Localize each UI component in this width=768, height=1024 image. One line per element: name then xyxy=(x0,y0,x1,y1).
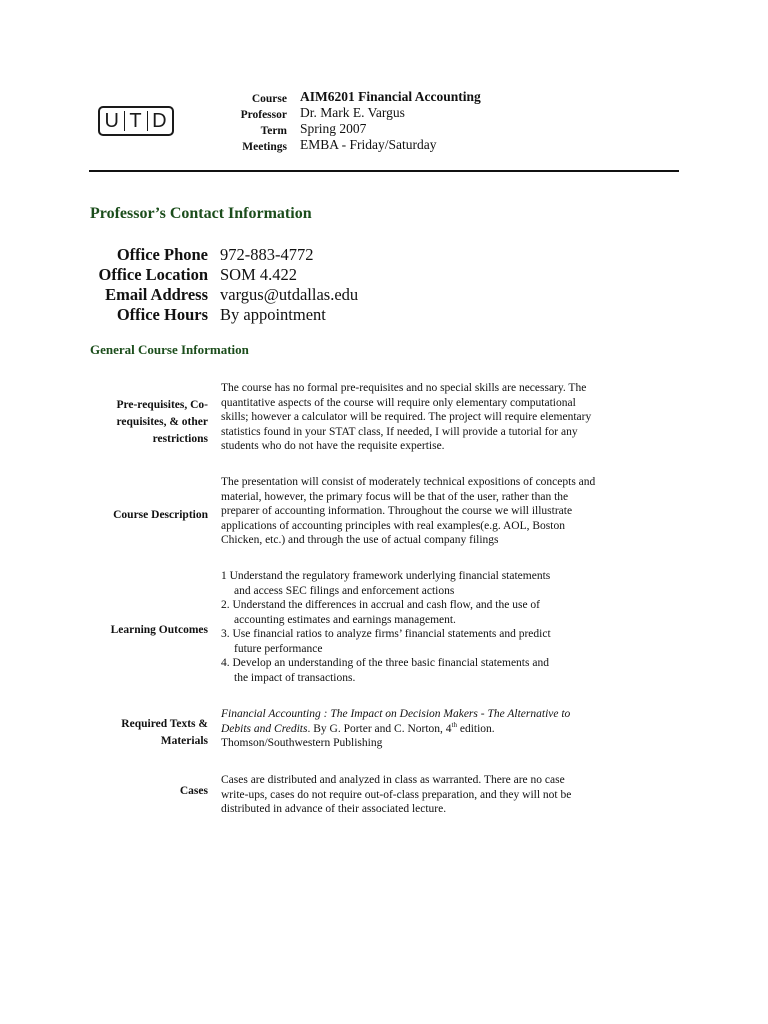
prereq-label xyxy=(90,397,208,448)
textbook-authors: . By G. Porter and C. Norton, 4 xyxy=(307,722,452,735)
textbook-publisher: Thomson/Southwestern Publishing xyxy=(221,737,383,749)
prereq-line: students who do not have the requisite expertise. xyxy=(221,440,445,452)
outcome-line-continued: the impact of transactions. xyxy=(234,671,356,684)
office-phone-label: Office Phone xyxy=(116,245,208,264)
outcome-line-continued: and access SEC filings and enforcement actions xyxy=(234,584,455,597)
logo-letter-u: U xyxy=(104,110,120,132)
cases-line: Cases are distributed and analyzed in class as warranted. There are no case xyxy=(221,774,565,786)
meetings-label: Meetings xyxy=(242,141,287,153)
description-line: applications of accounting principles with real examples(e.g. AOL, Boston xyxy=(221,519,565,532)
textbook-title-line xyxy=(221,707,641,722)
outcome-line: 2. Understand the differences in accrual and cash flow, and the use of xyxy=(221,599,541,611)
term-value: Spring 2007 xyxy=(300,121,367,136)
term-label: Term xyxy=(260,125,287,137)
description-line: The presentation will consist of moderately technical expositions of concepts and xyxy=(221,476,596,488)
required-texts-label-line: Materials xyxy=(160,735,208,747)
description-line: Chicken, etc.) and through the use of actual company filings xyxy=(221,534,499,546)
course-header-values xyxy=(300,89,481,153)
general-info-heading: General Course Information xyxy=(90,342,249,357)
prereq-label-line: Pre-requisites, Co- xyxy=(116,399,208,411)
header-divider xyxy=(89,170,679,172)
contact-heading: Professor’s Contact Information xyxy=(90,205,312,222)
cases-text xyxy=(221,773,641,817)
outcome-line-continued: future performance xyxy=(234,642,323,655)
professor-label: Professor xyxy=(240,109,287,121)
course-description-label: Course Description xyxy=(113,509,208,521)
cases-line: distributed in advance of their associated lecture. xyxy=(221,803,447,815)
contact-values xyxy=(220,245,358,325)
course-label: Course xyxy=(251,93,287,105)
office-hours-value: By appointment xyxy=(220,305,326,324)
outcome-line: 4. Develop an understanding of the three basic financial statements and xyxy=(221,657,549,669)
prereq-line: statistics found in your STAT class, If needed, I will provide a tutorial for any xyxy=(221,425,578,438)
email-address-label: Email Address xyxy=(105,285,208,304)
prereq-line: quantitative aspects of the course will require only elementary computational xyxy=(221,396,576,409)
logo-letter-d: D xyxy=(152,110,168,132)
cases-label: Cases xyxy=(179,785,208,797)
logo-letter-t: T xyxy=(129,110,143,132)
textbook-edition: edition. xyxy=(456,722,495,735)
textbook-subtitle: Debits and Credits xyxy=(221,722,308,735)
prereq-text xyxy=(221,381,641,454)
email-address-value[interactable]: vargus@utdallas.edu xyxy=(220,285,359,304)
professor-value: Dr. Mark E. Vargus xyxy=(300,105,405,120)
office-location-value: SOM 4.422 xyxy=(220,265,298,284)
logo-divider xyxy=(147,111,149,131)
logo-divider xyxy=(124,111,126,131)
outcome-line: 3. Use financial ratios to analyze firms’ financial statements and predict xyxy=(221,628,551,640)
course-value: AIM6201 Financial Accounting xyxy=(300,89,481,104)
prereq-line: The course has no formal pre-requisites and no special skills are necessary. The xyxy=(221,382,587,394)
utd-logo xyxy=(98,106,174,136)
required-texts-label-line: Required Texts & xyxy=(121,718,208,730)
office-phone-value: 972-883-4772 xyxy=(220,245,314,264)
textbook-title: Financial Accounting : The Impact on Decision Makers - The Alternative to xyxy=(221,708,571,720)
contact-labels xyxy=(90,245,208,325)
description-line: preparer of accounting information. Throughout the course we will illustrate xyxy=(221,505,573,517)
prereq-label-line: requisites, & other xyxy=(116,416,208,428)
prereq-label-line: restrictions xyxy=(152,433,208,445)
learning-outcomes-list xyxy=(221,569,641,685)
office-location-label: Office Location xyxy=(98,265,208,284)
outcome-line: 1 Understand the regulatory framework underlying financial statements xyxy=(221,570,551,582)
description-line: material, however, the primary focus will be that of the user, rather than the xyxy=(221,490,569,503)
prereq-line: skills; however a calculator will be required. The project will require elementary xyxy=(221,411,592,423)
textbook-author-line xyxy=(221,722,641,737)
edition-superscript: th xyxy=(451,720,457,729)
required-texts-text xyxy=(221,707,641,751)
required-texts-label xyxy=(90,716,208,750)
outcome-line-continued: accounting estimates and earnings management. xyxy=(234,613,456,626)
meetings-value: EMBA - Friday/Saturday xyxy=(300,137,437,152)
learning-outcomes-label: Learning Outcomes xyxy=(110,624,208,636)
course-description-text xyxy=(221,475,641,548)
cases-line: write-ups, cases do not require out-of-class preparation, and they will not be xyxy=(221,788,572,801)
office-hours-label: Office Hours xyxy=(116,305,208,324)
course-header-labels xyxy=(222,91,287,155)
